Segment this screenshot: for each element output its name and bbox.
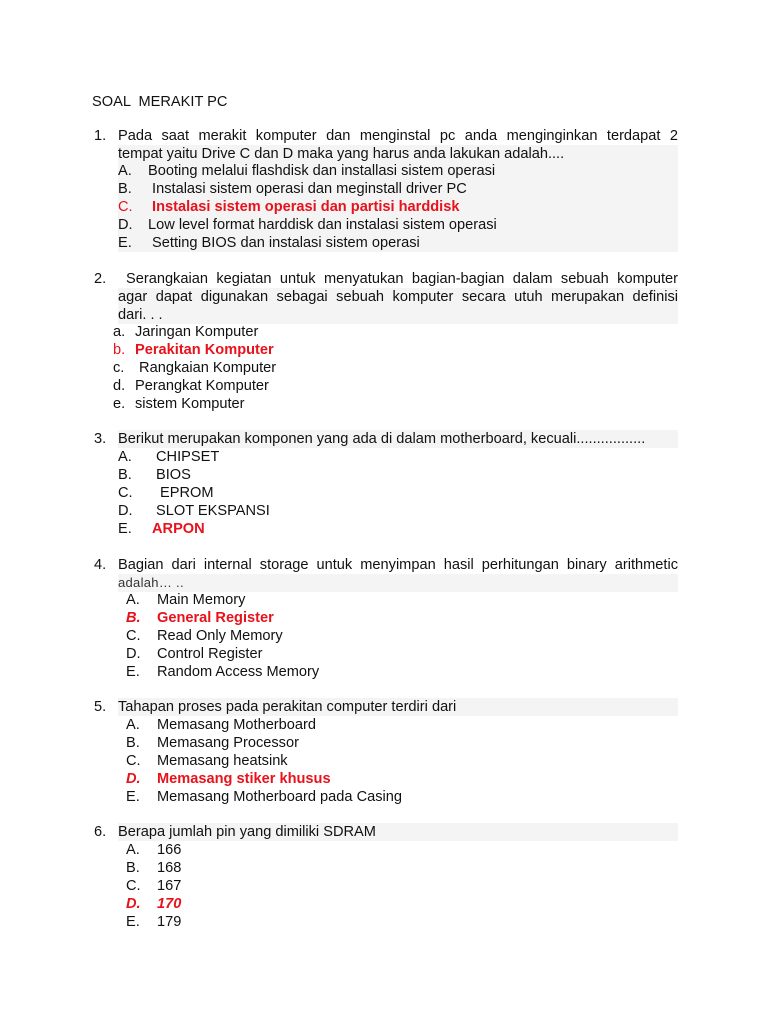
question-text-line: Serangkaian kegiatan untuk menyatukan bagian-bagian dalam sebuah komputer [126,271,678,287]
question-text-line: tempat yaitu Drive C dan D maka yang harus anda lakukan adalah.... [118,145,678,163]
option-d [118,216,678,234]
option-text: 170 [157,896,182,912]
option-a [118,162,678,180]
document-title: SOAL MERAKIT PC [92,94,228,110]
option-text: 166 [157,842,182,858]
option-letter: E. [126,789,140,805]
option-letter: A. [118,163,132,179]
option-letter: C. [118,199,133,215]
question-number: 5. [94,699,107,715]
option-text: Read Only Memory [157,628,283,644]
option-text: BIOS [156,467,191,483]
option-letter: D. [118,503,133,519]
question-text-line: Berikut merupakan komponen yang ada di dalam motherboard, kecuali................. [118,430,678,448]
option-letter: B. [126,860,140,876]
option-text: Perangkat Komputer [135,378,269,394]
option-text: Instalasi sistem operasi dan meginstall driver PC [148,181,467,197]
option-letter: B. [126,735,140,751]
option-letter: C. [118,485,133,501]
question-text-line: Bagian dari internal storage untuk menyimpan hasil perhitungan binary arithmetic [118,557,678,573]
option-text: Control Register [157,646,263,662]
option-text: Memasang heatsink [157,753,288,769]
option-letter: B. [118,181,132,197]
question-text-line: adalah… .. [118,574,678,592]
option-letter: D. [126,646,141,662]
option-text: sistem Komputer [135,396,245,412]
option-letter: e. [113,396,126,412]
option-letter: A. [118,449,132,465]
option-e [118,234,678,252]
option-letter: A. [126,592,140,608]
option-text: EPROM [156,485,214,501]
option-letter: C. [126,878,141,894]
option-text: Memasang stiker khusus [157,771,331,787]
question-number: 1. [94,128,107,144]
option-text: Instalasi sistem operasi dan partisi harddisk [148,199,460,215]
question-text-line: Pada saat merakit komputer dan menginstal pc anda menginginkan terdapat 2 [118,128,678,144]
option-text: 168 [157,860,182,876]
option-text: General Register [157,610,274,626]
option-text: Perakitan Komputer [135,342,274,358]
option-letter: c. [113,360,125,376]
option-text: Jaringan Komputer [135,324,259,340]
option-text: CHIPSET [156,449,220,465]
option-text: 167 [157,878,182,894]
option-letter: d. [113,378,126,394]
question-text-line: dari. . . [118,306,678,324]
option-text: Booting melalui flashdisk dan installasi sistem operasi [148,163,496,179]
question-text-line: Berapa jumlah pin yang dimiliki SDRAM [118,823,678,841]
option-text: Random Access Memory [157,664,320,680]
option-b [118,180,678,198]
option-letter: b. [113,342,126,358]
option-letter: A. [126,717,140,733]
option-letter: E. [118,521,132,537]
option-letter: a. [113,324,126,340]
question-text-line: agar dapat digunakan sebagai sebuah komputer secara utuh merupakan definisi [118,289,678,305]
question-number: 6. [94,824,107,840]
option-text: 179 [157,914,182,930]
option-c-correct [118,198,678,216]
option-letter: D. [118,217,133,233]
option-letter: E. [118,235,132,251]
option-text: ARPON [152,521,205,537]
option-letter: B. [126,610,141,626]
option-letter: B. [118,467,132,483]
option-text: Memasang Motherboard pada Casing [157,789,402,805]
option-letter: C. [126,628,141,644]
question-number: 3. [94,431,107,447]
option-text: Setting BIOS dan instalasi sistem operasi [148,235,420,251]
option-letter: D. [126,896,141,912]
option-text: Memasang Motherboard [157,717,316,733]
question-text-line: Tahapan proses pada perakitan computer terdiri dari [118,698,678,716]
option-text: Main Memory [157,592,246,608]
option-text: Memasang Processor [157,735,299,751]
question-number: 2. [94,271,107,287]
option-text: SLOT EKSPANSI [156,503,270,519]
option-letter: D. [126,771,141,787]
option-letter: E. [126,664,140,680]
option-letter: A. [126,842,140,858]
option-letter: C. [126,753,141,769]
option-letter: E. [126,914,140,930]
option-text: Low level format harddisk dan instalasi sistem operasi [148,217,497,233]
question-number: 4. [94,557,107,573]
question-text [118,127,678,145]
option-text: Rangkaian Komputer [135,360,277,376]
